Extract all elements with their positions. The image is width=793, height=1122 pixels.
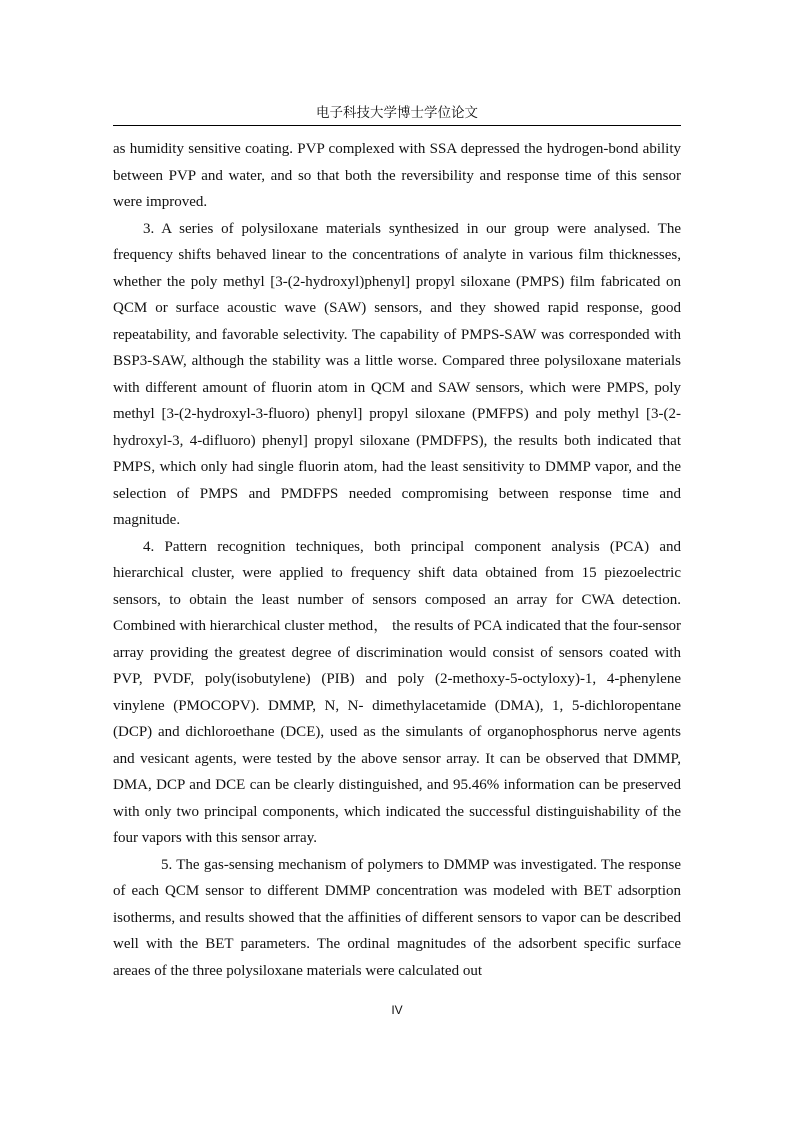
paragraph-item-3: 3. A series of polysiloxane materials synthesized in our group were analysed. The frequency shifts behaved linear to the concentrations of analyte in various film thicknesses, whether the poly methyl [3-(2-hydroxyl)phenyl] propyl siloxane (PMPS) film fabricated on QCM or surface acoustic wave (SAW) sensors, and they showed rapid response, good repeatability, and favorable selectivity. The capability of PMPS-SAW was corresponded with BSP3-SAW, although the stability was a little worse. Compared three polysiloxane materials with different amount of fluorin atom in QCM and SAW sensors, which were PMPS, poly methyl [3-(2-hydroxyl-3-fluoro) phenyl] propyl siloxane (PMFPS) and poly methyl [3-(2-hydroxyl-3, 4-difluoro) phenyl] propyl siloxane (PMDFPS), the results both indicated that PMPS, which only had single fluorin atom, had the least sensitivity to DMMP vapor, and the selection of PMPS and PMDFPS needed compromising between response time and magnitude. bbox=[113, 220, 681, 528]
running-header: 电子科技大学博士学位论文 bbox=[316, 105, 478, 121]
header-rule bbox=[113, 125, 681, 126]
paragraph-item-4: 4. Pattern recognition techniques, both principal component analysis (PCA) and hierarchical cluster, were applied to frequency shift data obtained from 15 piezoelectric sensors, to obtain the least number of sensors composed an array for CWA detection. Combined with hierarchical cluster method， the results of PCA indicated that the four-sensor array providing the greatest degree of discrimination would consist of sensors coated with PVP, PVDF, poly(isobutylene) (PIB) and poly (2-methoxy-5-octyloxy)-1, 4-phenylene vinylene (PMOCOPV). DMMP, N, N- dimethylacetamide (DMA), 1, 5-dichloropentane (DCP) and dichloroethane (DCE), used as the simulants of organophosphorus nerve agents and vesicant agents, were tested by the above sensor array. It can be observed that DMMP, DMA, DCP and DCE can be clearly distinguished, and 95.46% information can be preserved with only two principal components, which indicated the successful distinguishability of the four vapors with this sensor array. bbox=[113, 538, 681, 846]
body-text bbox=[113, 136, 681, 984]
paragraph-item-5: 5. The gas-sensing mechanism of polymers to DMMP was investigated. The response of each QCM sensor to different DMMP concentration was modeled with BET adsorption isotherms, and results showed that the affinities of different sensors to vapor can be described well with the BET parameters. The ordinal magnitudes of the adsorbent specific surface areaes of the three polysiloxane materials were calculated out bbox=[113, 856, 681, 979]
paragraph-continuation: as humidity sensitive coating. PVP complexed with SSA depressed the hydrogen-bond ability between PVP and water, and so that both the reversibility and response time of this sensor were improved. bbox=[113, 141, 681, 210]
page-number: IV bbox=[391, 1003, 403, 1017]
